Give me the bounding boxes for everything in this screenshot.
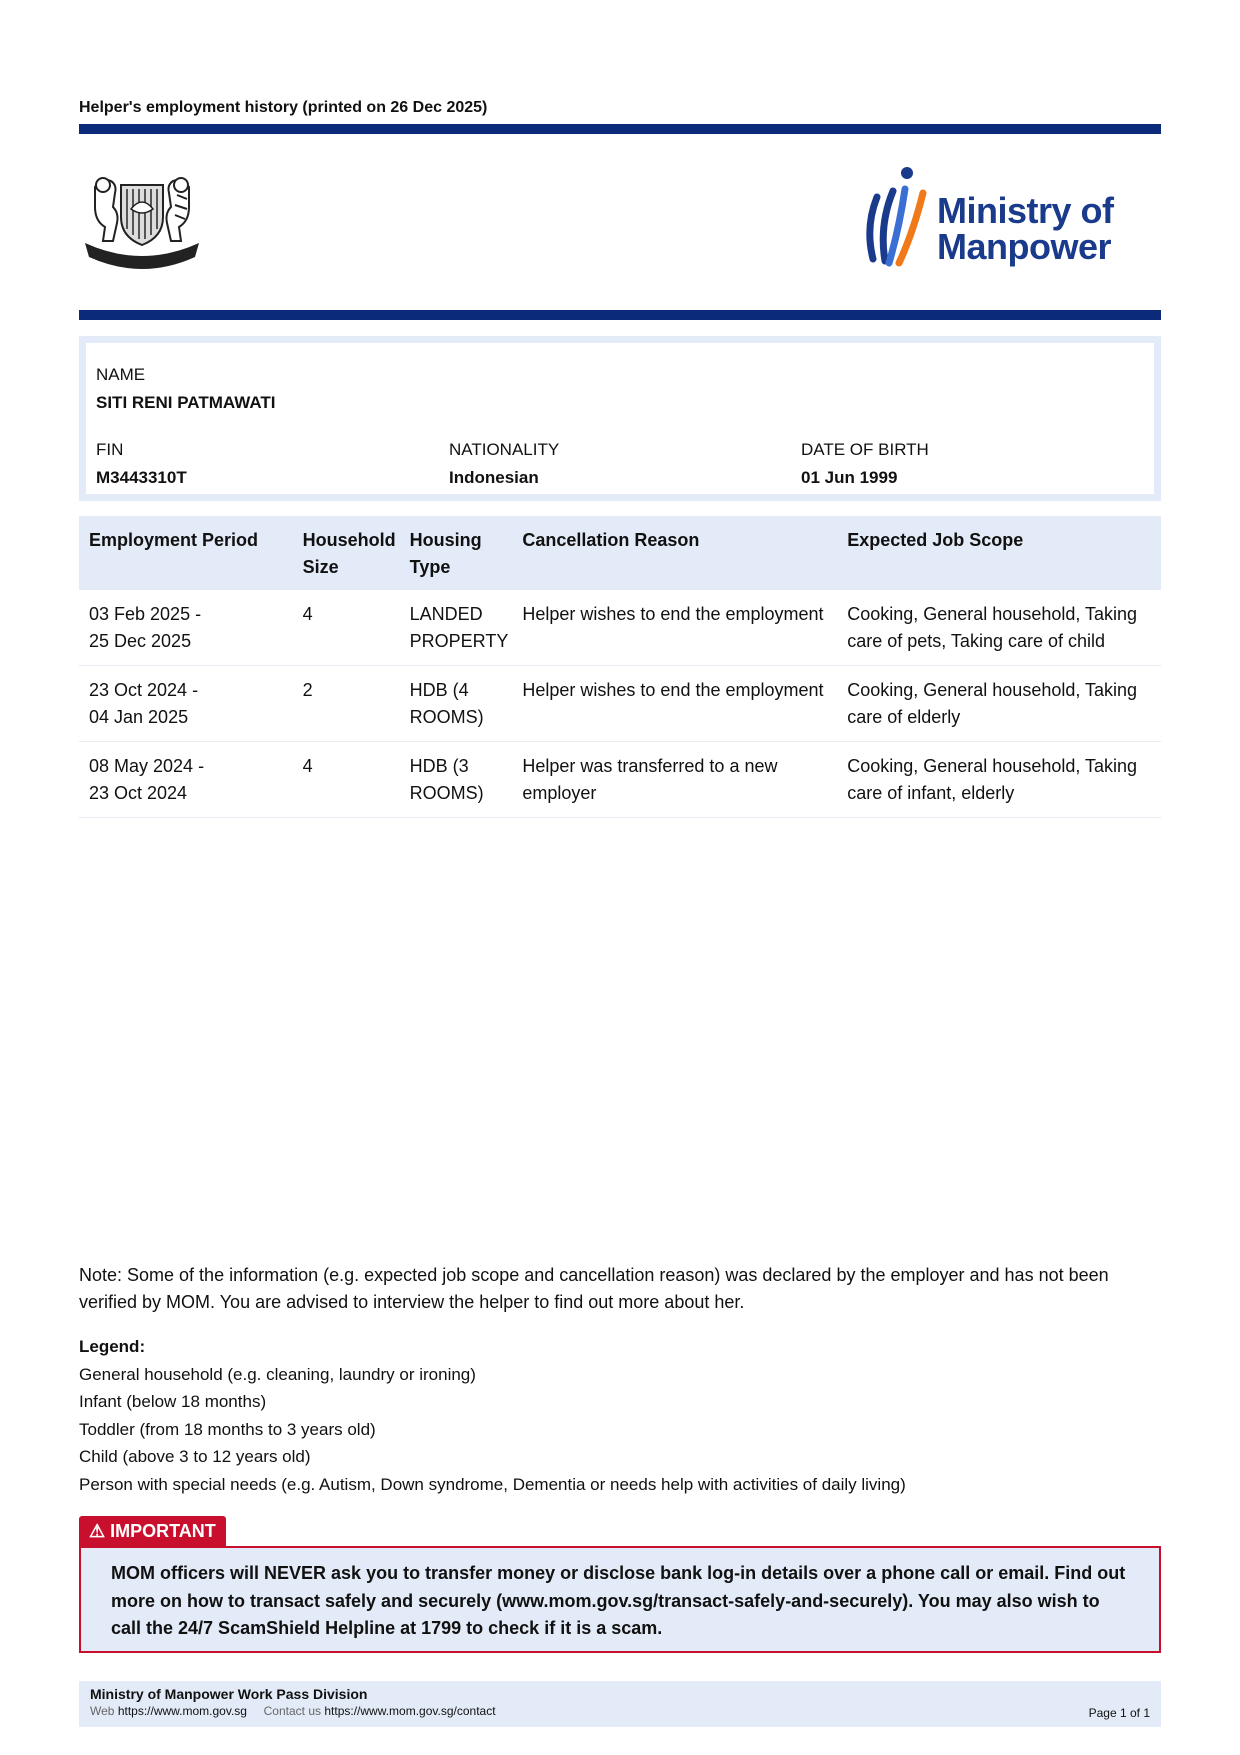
cell-scope: Cooking, General household, Taking care of elderly	[837, 666, 1161, 742]
important-tag: ⚠ IMPORTANT	[79, 1516, 226, 1546]
cell-household: 4	[293, 590, 400, 666]
header-housing-type: Housing Type	[400, 516, 513, 590]
cell-scope: Cooking, General household, Taking care of infant, elderly	[837, 742, 1161, 818]
legend-heading: Legend:	[79, 1337, 146, 1356]
logo-line-2: Manpower	[937, 226, 1112, 267]
header-expected-job-scope: Expected Job Scope	[837, 516, 1161, 590]
scam-warning-box: MOM officers will NEVER ask you to transfer money or disclose bank log-in details over a phone call or email. Find out more on how to transact safely and securely (www.mom.gov.sg/transact-safely-and-securely). You may also wish to call the 24/7 ScamShield Helpline at 1799 to check if it is a scam.	[79, 1546, 1161, 1653]
cell-scope: Cooking, General household, Taking care of pets, Taking care of child	[837, 590, 1161, 666]
cell-period: 08 May 2024 - 23 Oct 2024	[79, 742, 293, 818]
logo-line-1: Ministry of	[937, 190, 1114, 231]
legend-item: Toddler (from 18 months to 3 years old)	[79, 1419, 376, 1439]
web-link[interactable]: https://www.mom.gov.sg	[117, 1704, 247, 1718]
fin-label: FIN	[96, 440, 124, 459]
header-rule	[79, 124, 1161, 134]
employment-history-table	[79, 516, 1161, 818]
header-cancellation-reason: Cancellation Reason	[512, 516, 837, 590]
cell-housing: HDB (3 ROOMS)	[400, 742, 513, 818]
table-row	[79, 742, 1161, 818]
cell-housing: LANDED PROPERTY	[400, 590, 513, 666]
ministry-of-manpower-logo	[863, 163, 1138, 283]
cell-household: 2	[293, 666, 400, 742]
legend-item: Child (above 3 to 12 years old)	[79, 1447, 311, 1466]
section-rule	[79, 310, 1161, 320]
nationality-value: Indonesian	[449, 468, 539, 487]
fin-value: M3443310T	[96, 468, 187, 487]
cell-period: 03 Feb 2025 - 25 Dec 2025	[79, 590, 293, 666]
document-page	[79, 0, 1161, 1755]
page-number: Page 1 of 1	[1088, 1706, 1150, 1720]
legend	[79, 1333, 1161, 1498]
mom-mark-icon	[863, 163, 933, 273]
web-label: Web	[90, 1704, 115, 1718]
footer-title: Ministry of Manpower Work Pass Division	[90, 1686, 368, 1702]
dob-value: 01 Jun 1999	[801, 468, 898, 487]
legend-item: General household (e.g. cleaning, laundry or ironing)	[79, 1364, 476, 1384]
cell-period: 23 Oct 2024 - 04 Jan 2025	[79, 666, 293, 742]
cell-housing: HDB (4 ROOMS)	[400, 666, 513, 742]
contact-label: Contact us	[263, 1704, 322, 1718]
legend-item: Person with special needs (e.g. Autism, Down syndrome, Dementia or needs help with activities of daily living)	[79, 1474, 906, 1494]
nationality-label: NATIONALITY	[449, 440, 560, 459]
table-header-row	[79, 516, 1161, 590]
footer-links	[90, 1703, 1150, 1719]
cell-reason: Helper wishes to end the employment	[512, 666, 837, 742]
document-title: Helper's employment history (printed on 26 Dec 2025)	[79, 99, 488, 116]
page-footer	[79, 1681, 1161, 1727]
cell-household: 4	[293, 742, 400, 818]
legend-item: Infant (below 18 months)	[79, 1392, 267, 1411]
contact-link[interactable]: https://www.mom.gov.sg/contact	[324, 1704, 496, 1718]
cell-reason: Helper was transferred to a new employer	[512, 742, 837, 818]
table-row	[79, 590, 1161, 666]
header-employment-period: Employment Period	[79, 516, 293, 590]
header-household-size: Household Size	[293, 516, 400, 590]
name-label: NAME	[96, 365, 146, 384]
verification-note: Note: Some of the information (e.g. expected job scope and cancellation reason) was declared by the employer and has not been verified by MOM. You are advised to interview the helper to find out more about her.	[79, 1265, 1109, 1312]
name-value: SITI RENI PATMAWATI	[96, 393, 276, 412]
dob-label: DATE OF BIRTH	[801, 440, 929, 459]
helper-profile-panel	[79, 336, 1161, 501]
singapore-crest-logo	[81, 165, 203, 275]
table-row	[79, 666, 1161, 742]
cell-reason: Helper wishes to end the employment	[512, 590, 837, 666]
